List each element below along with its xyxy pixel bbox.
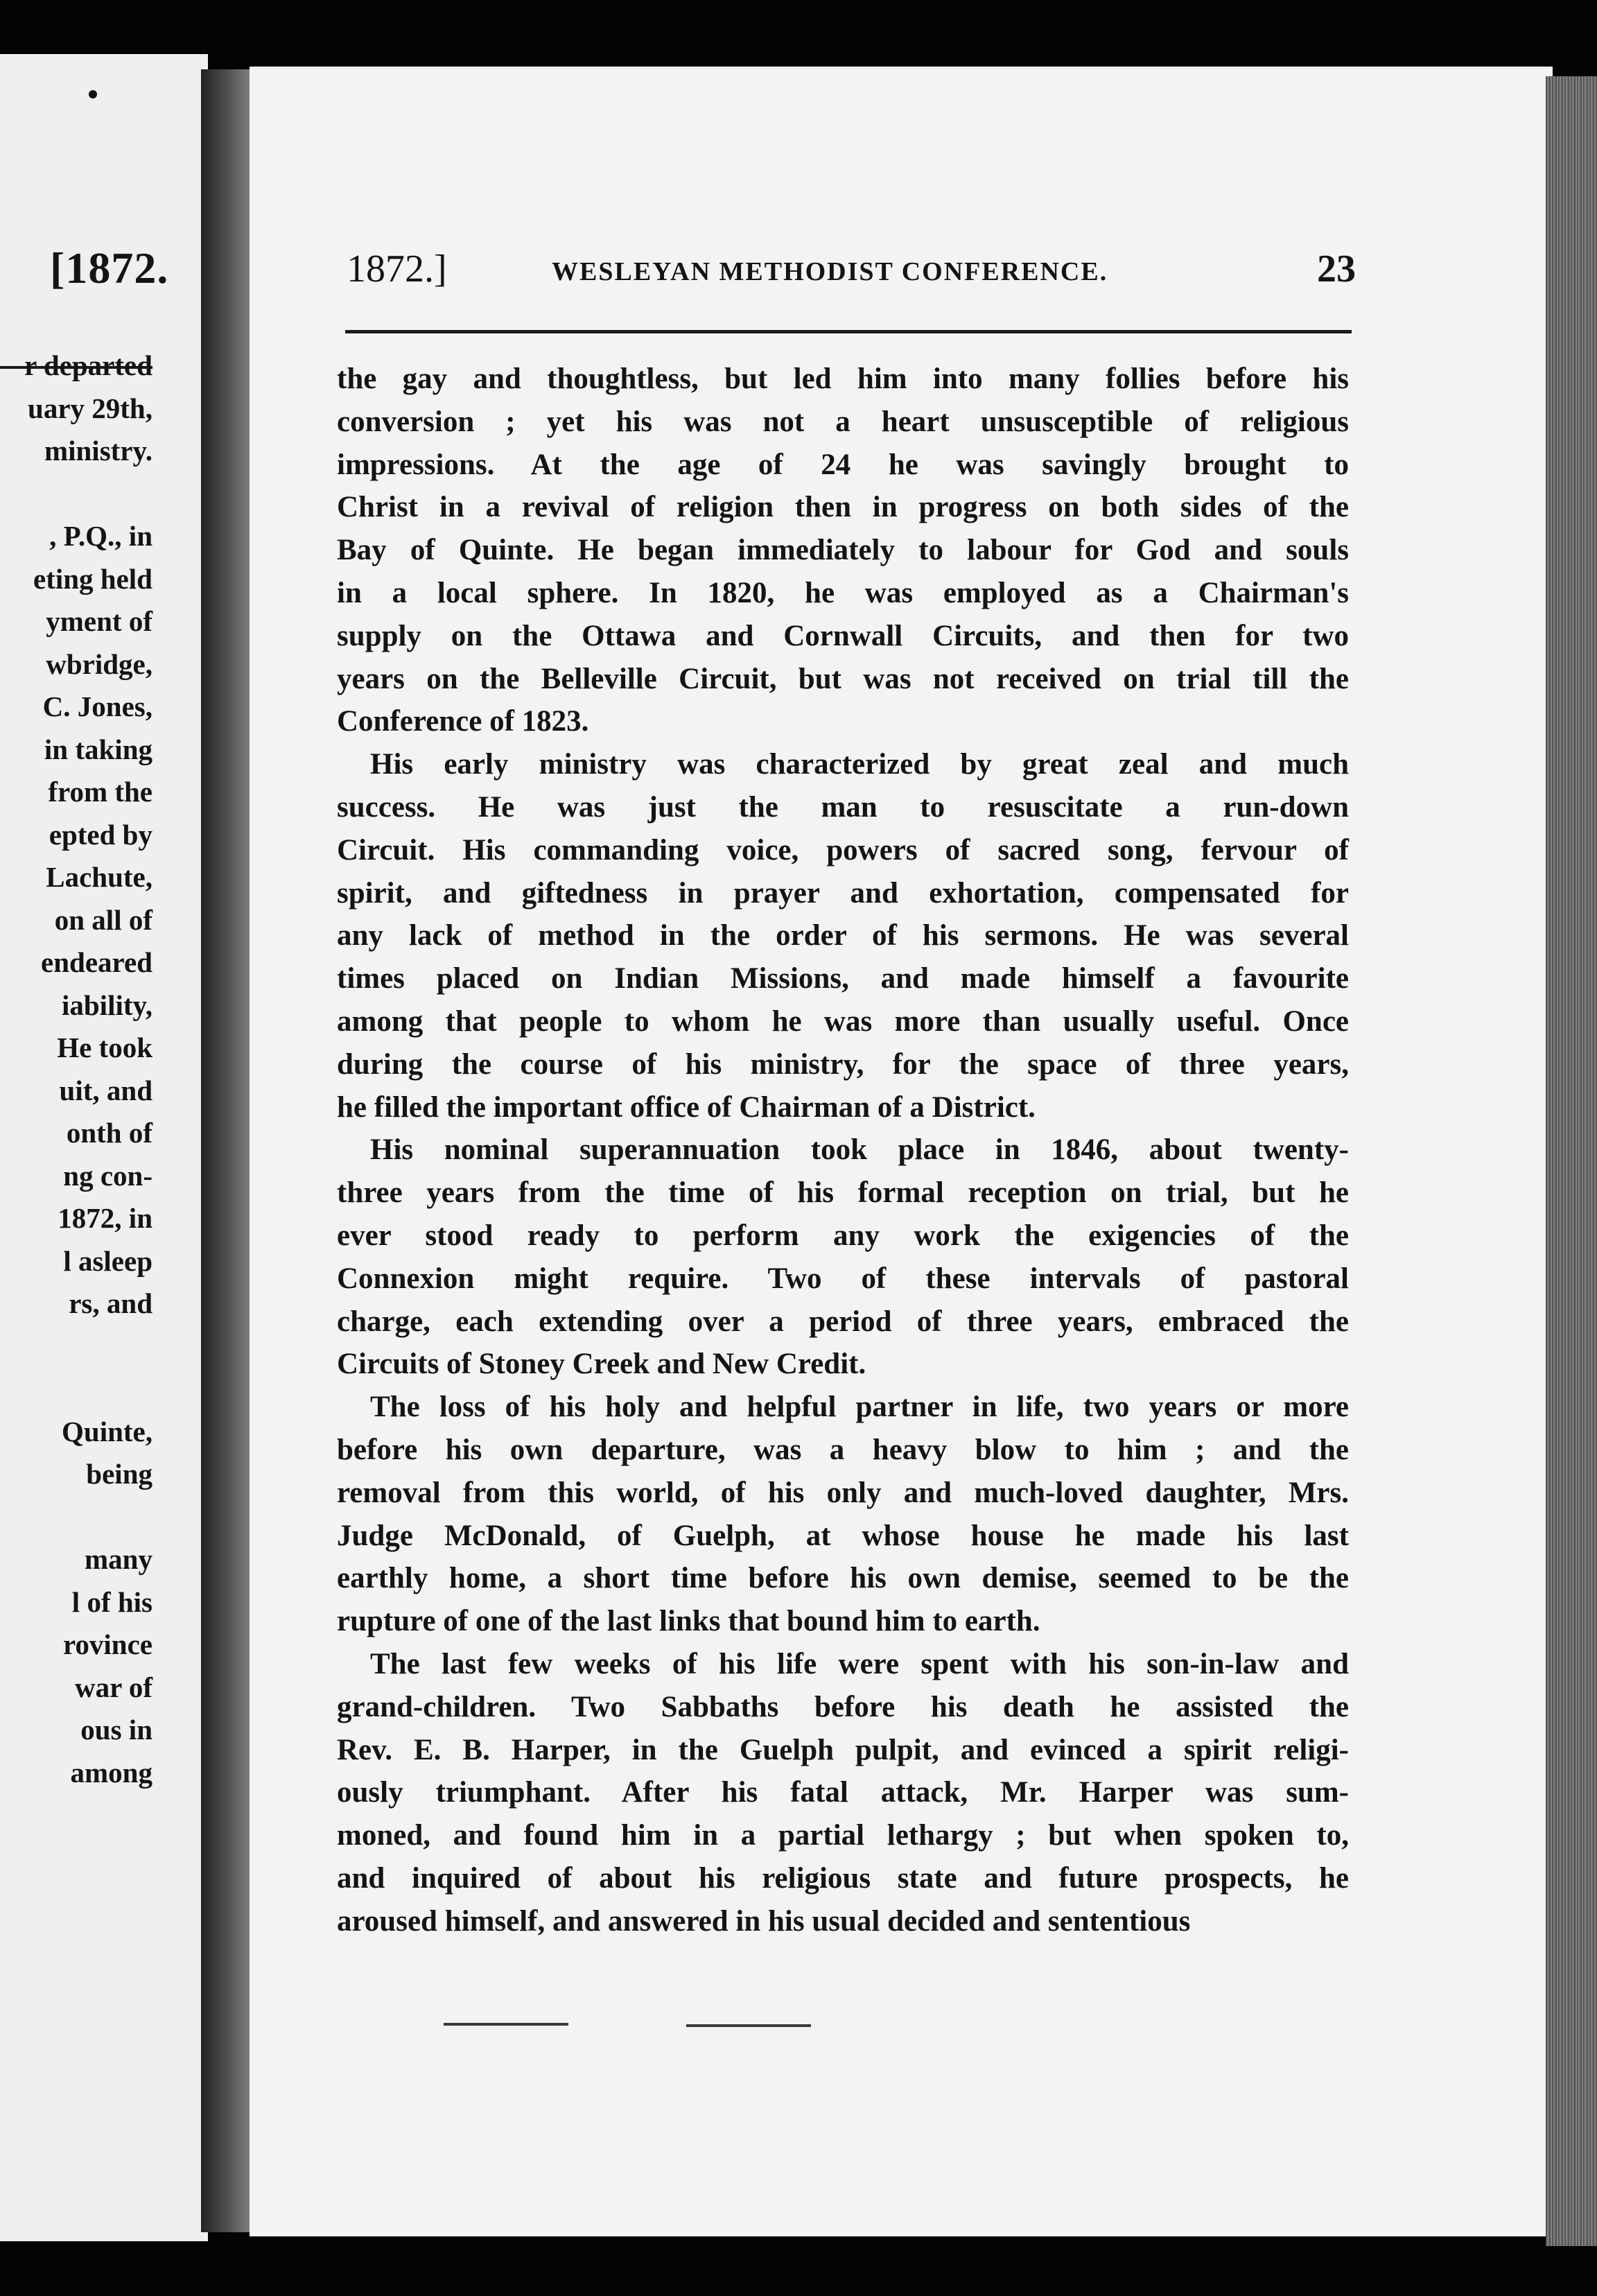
left-facing-page — [0, 54, 208, 2241]
left-page-line: He took — [57, 1032, 152, 1063]
paragraph — [337, 1386, 1349, 1643]
text-line: ever stood ready to perform any work the exigencies of the — [337, 1219, 1349, 1252]
text-line: Judge McDonald, of Guelph, at whose house he made his last — [337, 1519, 1349, 1552]
left-page-line: Lachute, — [46, 861, 152, 893]
left-page-line: uit, and — [59, 1074, 152, 1106]
text-line: he filled the important office of Chairman of a District. — [337, 1090, 1036, 1124]
paragraph — [337, 743, 1349, 1129]
text-line: charge, each extending over a period of three years, embraced the — [337, 1305, 1349, 1338]
running-head-year: 1872.] — [347, 247, 447, 290]
left-page-line: , P.Q., in — [49, 520, 152, 552]
left-page-line: r departed — [24, 349, 152, 381]
left-page-line: rovince — [62, 1628, 152, 1660]
text-line: the gay and thoughtless, but led him into many follies before his — [337, 363, 1349, 395]
left-page-line: on all of — [54, 903, 152, 936]
running-head — [347, 247, 1359, 309]
text-line: aroused himself, and answered in his usual decided and sententious — [337, 1904, 1191, 1938]
text-line: Circuits of Stoney Creek and New Credit. — [337, 1348, 866, 1381]
left-page-line: Quinte, — [62, 1415, 152, 1447]
left-page-line: iability, — [61, 989, 152, 1021]
page-number: 23 — [1317, 247, 1356, 290]
text-line: His nominal superannuation took place in 1846, about twenty- — [370, 1133, 1349, 1167]
left-page-line: wbridge, — [46, 647, 152, 680]
text-line: Rev. E. B. Harper, in the Guelph pulpit, and evinced a spirit religi- — [337, 1733, 1349, 1766]
left-page-header: [1872. — [50, 243, 169, 293]
text-line: grand-children. Two Sabbaths before his death he assisted the — [337, 1690, 1349, 1723]
text-line: success. He was just the man to resuscitate a run-down — [337, 790, 1349, 824]
paragraph — [337, 358, 1349, 743]
text-line: Christ in a revival of religion then in progress on both sides of the — [337, 491, 1349, 524]
text-line: three years from the time of his formal reception on trial, but he — [337, 1176, 1349, 1210]
left-page-line: ous in — [80, 1714, 152, 1746]
left-page-line: epted by — [49, 818, 152, 851]
left-page-line: uary 29th, — [28, 392, 152, 424]
text-line: times placed on Indian Missions, and made himself a favourite — [337, 962, 1349, 995]
text-line: moned, and found him in a partial lethargy ; but when spoken to, — [337, 1819, 1349, 1852]
printer-mark — [686, 2024, 811, 2027]
printer-mark — [444, 2023, 568, 2026]
text-line: in a local sphere. In 1820, he was employed as a Chairman's — [337, 576, 1349, 609]
text-line: and inquired of about his religious state and future prospects, he — [337, 1861, 1349, 1895]
running-head-title: WESLEYAN METHODIST CONFERENCE. — [552, 257, 1108, 286]
text-line: Bay of Quinte. He began immediately to labour for God and souls — [337, 534, 1349, 567]
left-page-line: rs, and — [69, 1287, 152, 1319]
left-page-line: ng con- — [63, 1159, 152, 1192]
left-page-line: from the — [48, 776, 152, 808]
text-line: among that people to whom he was more than usually useful. Once — [337, 1004, 1349, 1038]
left-page-line: eting held — [33, 562, 152, 595]
left-page-line: 1872, in — [58, 1202, 152, 1234]
text-line: removal from this world, of his only and much-loved daughter, Mrs. — [337, 1476, 1349, 1509]
left-page-line: l of his — [71, 1585, 152, 1618]
text-line: Connexion might require. Two of these intervals of pastoral — [337, 1262, 1349, 1295]
text-line: The last few weeks of his life were spent with his son-in-law and — [370, 1647, 1349, 1680]
text-line: conversion ; yet his was not a heart unsusceptible of religious — [337, 405, 1349, 438]
header-rule — [345, 330, 1352, 333]
left-page-line: many — [85, 1543, 152, 1575]
left-page-line: onth of — [66, 1117, 152, 1149]
ink-spot — [89, 90, 97, 98]
text-line: His early ministry was characterized by great zeal and much — [370, 748, 1349, 781]
paragraph — [337, 1129, 1349, 1386]
text-line: supply on the Ottawa and Cornwall Circuits, and then for two — [337, 619, 1349, 652]
text-line: Circuit. His commanding voice, powers of sacred song, fervour of — [337, 833, 1349, 867]
text-line: earthly home, a short time before his own demise, seemed to be the — [337, 1562, 1349, 1595]
left-page-line: war of — [75, 1671, 152, 1703]
text-line: before his own departure, was a heavy blow to him ; and the — [337, 1433, 1349, 1466]
left-page-line: in taking — [44, 733, 152, 765]
left-page-line: C. Jones, — [42, 690, 152, 722]
text-line: any lack of method in the order of his sermons. He was several — [337, 919, 1349, 953]
left-page-line: endeared — [41, 946, 152, 978]
text-line: Conference of 1823. — [337, 705, 589, 738]
text-line: impressions. At the age of 24 he was savingly brought to — [337, 448, 1349, 481]
text-line: during the course of his ministry, for the space of three years, — [337, 1047, 1349, 1081]
left-page-line: ministry. — [44, 435, 152, 467]
text-line: spirit, and giftedness in prayer and exhortation, compensated for — [337, 876, 1349, 910]
text-line: years on the Belleville Circuit, but was not received on trial till the — [337, 662, 1349, 695]
left-page-line: yment of — [46, 605, 152, 637]
body-text — [337, 358, 1349, 1942]
text-line: The loss of his holy and helpful partner in life, two years or more — [370, 1391, 1349, 1424]
left-page-line: among — [70, 1756, 152, 1789]
text-line: rupture of one of the last links that bound him to earth. — [337, 1605, 1040, 1638]
page-edges — [1546, 76, 1597, 2246]
text-line: ously triumphant. After his fatal attack, Mr. Harper was sum- — [337, 1776, 1349, 1809]
left-page-line: being — [86, 1458, 152, 1490]
paragraph — [337, 1643, 1349, 1943]
left-page-line: l asleep — [63, 1244, 152, 1277]
